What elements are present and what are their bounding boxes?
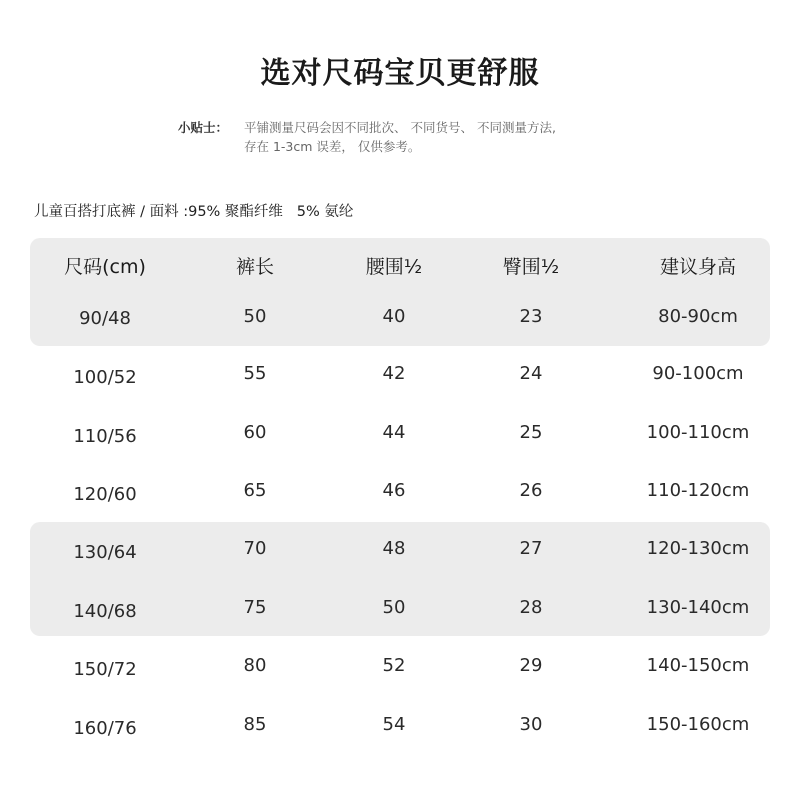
- header-pants-length: 裤长: [235, 256, 275, 278]
- cell-height: 150-160cm: [646, 714, 750, 735]
- cell-hip: 27: [519, 538, 543, 559]
- cell-hip: 26: [519, 480, 543, 501]
- cell-pants-length: 80: [243, 655, 267, 676]
- tips-line-2: 存在 1-3cm 误差， 仅供参考。: [244, 139, 421, 154]
- cell-waist: 48: [382, 538, 406, 559]
- cell-height: 110-120cm: [646, 480, 750, 501]
- cell-size: 130/64: [73, 542, 137, 563]
- cell-waist: 54: [382, 714, 406, 735]
- material-info: 儿童百搭打底裤 / 面料 :95% 聚酯纤维 5% 氨纶: [34, 204, 354, 220]
- cell-waist: 42: [382, 363, 406, 384]
- table-row: [30, 359, 770, 389]
- cell-pants-length: 50: [243, 306, 267, 327]
- table-row: [30, 302, 770, 332]
- header-size: 尺码(cm): [64, 256, 146, 278]
- tips-label: 小贴士：: [178, 120, 229, 135]
- tips-note: [178, 118, 648, 156]
- cell-pants-length: 75: [243, 597, 267, 618]
- table-row: [30, 710, 770, 740]
- page-title: 选对尺码宝贝更舒服: [260, 56, 540, 91]
- cell-pants-length: 60: [243, 422, 267, 443]
- cell-waist: 50: [382, 597, 406, 618]
- tips-body: [244, 118, 648, 156]
- cell-waist: 52: [382, 655, 406, 676]
- cell-height: 130-140cm: [646, 597, 750, 618]
- table-row: [30, 534, 770, 564]
- cell-pants-length: 85: [243, 714, 267, 735]
- cell-waist: 40: [382, 306, 406, 327]
- table-row: [30, 476, 770, 506]
- tips-line-1: 平铺测量尺码会因不同批次、 不同货号、 不同测量方法,: [244, 120, 556, 135]
- cell-hip: 23: [519, 306, 543, 327]
- cell-size: 140/68: [73, 601, 137, 622]
- cell-pants-length: 55: [243, 363, 267, 384]
- cell-waist: 46: [382, 480, 406, 501]
- cell-height: 80-90cm: [658, 306, 738, 327]
- header-waist-half: 腰围½: [365, 256, 423, 278]
- cell-pants-length: 70: [243, 538, 267, 559]
- table-row: [30, 651, 770, 681]
- cell-hip: 28: [519, 597, 543, 618]
- cell-height: 100-110cm: [646, 422, 750, 443]
- cell-hip: 30: [519, 714, 543, 735]
- table-row: [30, 593, 770, 623]
- cell-hip: 24: [519, 363, 543, 384]
- table-row: [30, 418, 770, 448]
- table-header: [30, 252, 770, 282]
- cell-height: 120-130cm: [646, 538, 750, 559]
- cell-height: 90-100cm: [652, 363, 744, 384]
- header-suggested-height: 建议身高: [659, 256, 737, 278]
- cell-size: 150/72: [73, 659, 137, 680]
- cell-size: 90/48: [79, 308, 131, 329]
- cell-pants-length: 65: [243, 480, 267, 501]
- cell-waist: 44: [382, 422, 406, 443]
- cell-height: 140-150cm: [646, 655, 750, 676]
- cell-hip: 25: [519, 422, 543, 443]
- cell-size: 120/60: [73, 484, 137, 505]
- header-hip-half: 臀围½: [502, 256, 560, 278]
- cell-hip: 29: [519, 655, 543, 676]
- cell-size: 160/76: [73, 718, 137, 739]
- cell-size: 100/52: [73, 367, 137, 388]
- cell-size: 110/56: [73, 426, 137, 447]
